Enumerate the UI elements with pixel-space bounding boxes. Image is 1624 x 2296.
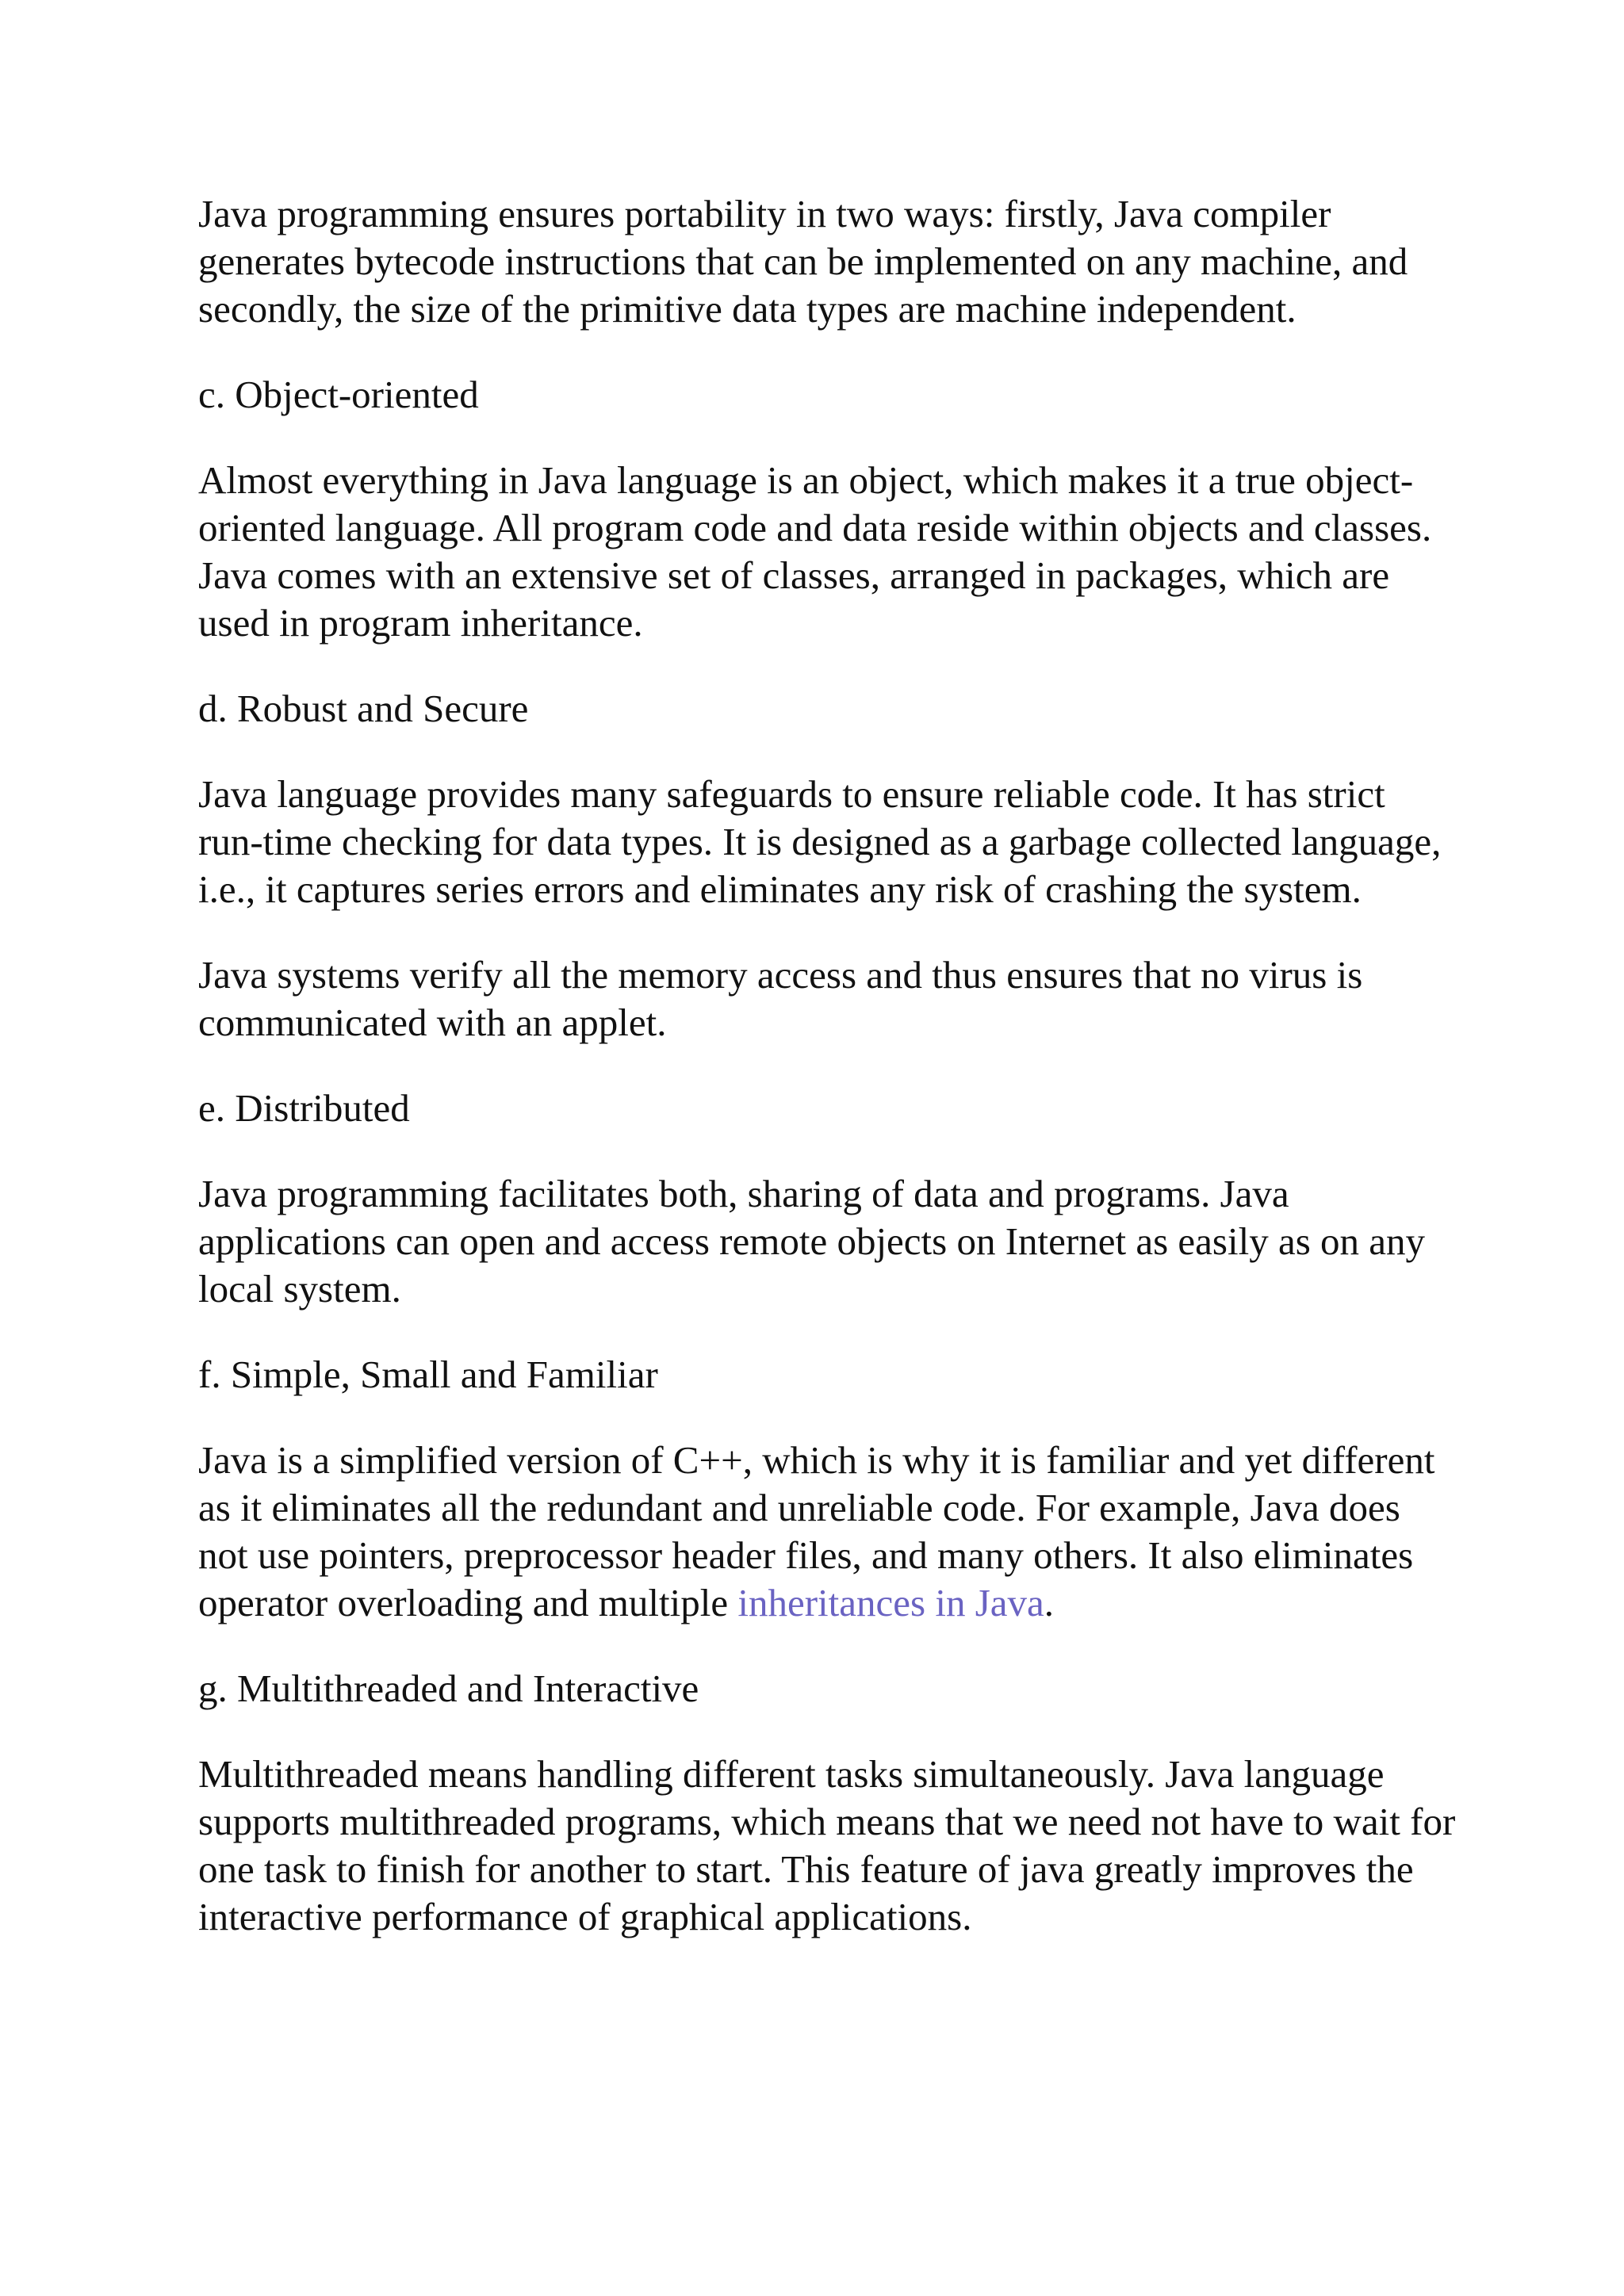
intro-paragraph: Java programming ensures portability in two ways: firstly, Java compiler generates bytecode instructions that can be implemented on any machine, and secondly, the size of the primitive data types are machine independent.: [198, 192, 1408, 331]
inheritances-in-java-link[interactable]: inheritances in Java: [737, 1581, 1044, 1624]
paragraph-robust-secure-1: Java language provides many safeguards to ensure reliable code. It has strict run-time checking for data types. It is designed as a garbage collected language, i.e., it captures series errors and eliminates any risk of crashing the system.: [198, 772, 1442, 911]
paragraph-robust-secure-2: Java systems verify all the memory access and thus ensures that no virus is communicated with an applet.: [198, 953, 1363, 1044]
paragraph-object-oriented: Almost everything in Java language is an object, which makes it a true object-oriented language. All program code and data reside within objects and classes. Java comes with an extensive set of classes, arranged in packages, which are used in program inheritance.: [198, 458, 1432, 645]
heading-robust-secure: d. Robust and Secure: [198, 687, 529, 730]
paragraph-simple-end: .: [1044, 1581, 1055, 1624]
heading-simple: f. Simple, Small and Familiar: [198, 1353, 658, 1396]
document-page: [198, 190, 1459, 1979]
paragraph-simple-text: Java is a simplified version of C++, which is why it is familiar and yet different as it eliminates all the redundant and unreliable code. For example, Java does not use pointers, preprocessor header files, and many others. It also eliminates operator overloading and multiple: [198, 1438, 1435, 1624]
paragraph-multithreaded: Multithreaded means handling different tasks simultaneously. Java language supports multithreaded programs, which means that we need not have to wait for one task to finish for another to start. This feature of java greatly improves the interactive performance of graphical applications.: [198, 1752, 1456, 1938]
heading-object-oriented: c. Object-oriented: [198, 373, 479, 416]
paragraph-distributed: Java programming facilitates both, sharing of data and programs. Java applications can open and access remote objects on Internet as easily as on any local system.: [198, 1172, 1426, 1311]
heading-multithreaded: g. Multithreaded and Interactive: [198, 1667, 699, 1710]
heading-distributed: e. Distributed: [198, 1086, 410, 1130]
paragraph-simple: [198, 1437, 1459, 1627]
